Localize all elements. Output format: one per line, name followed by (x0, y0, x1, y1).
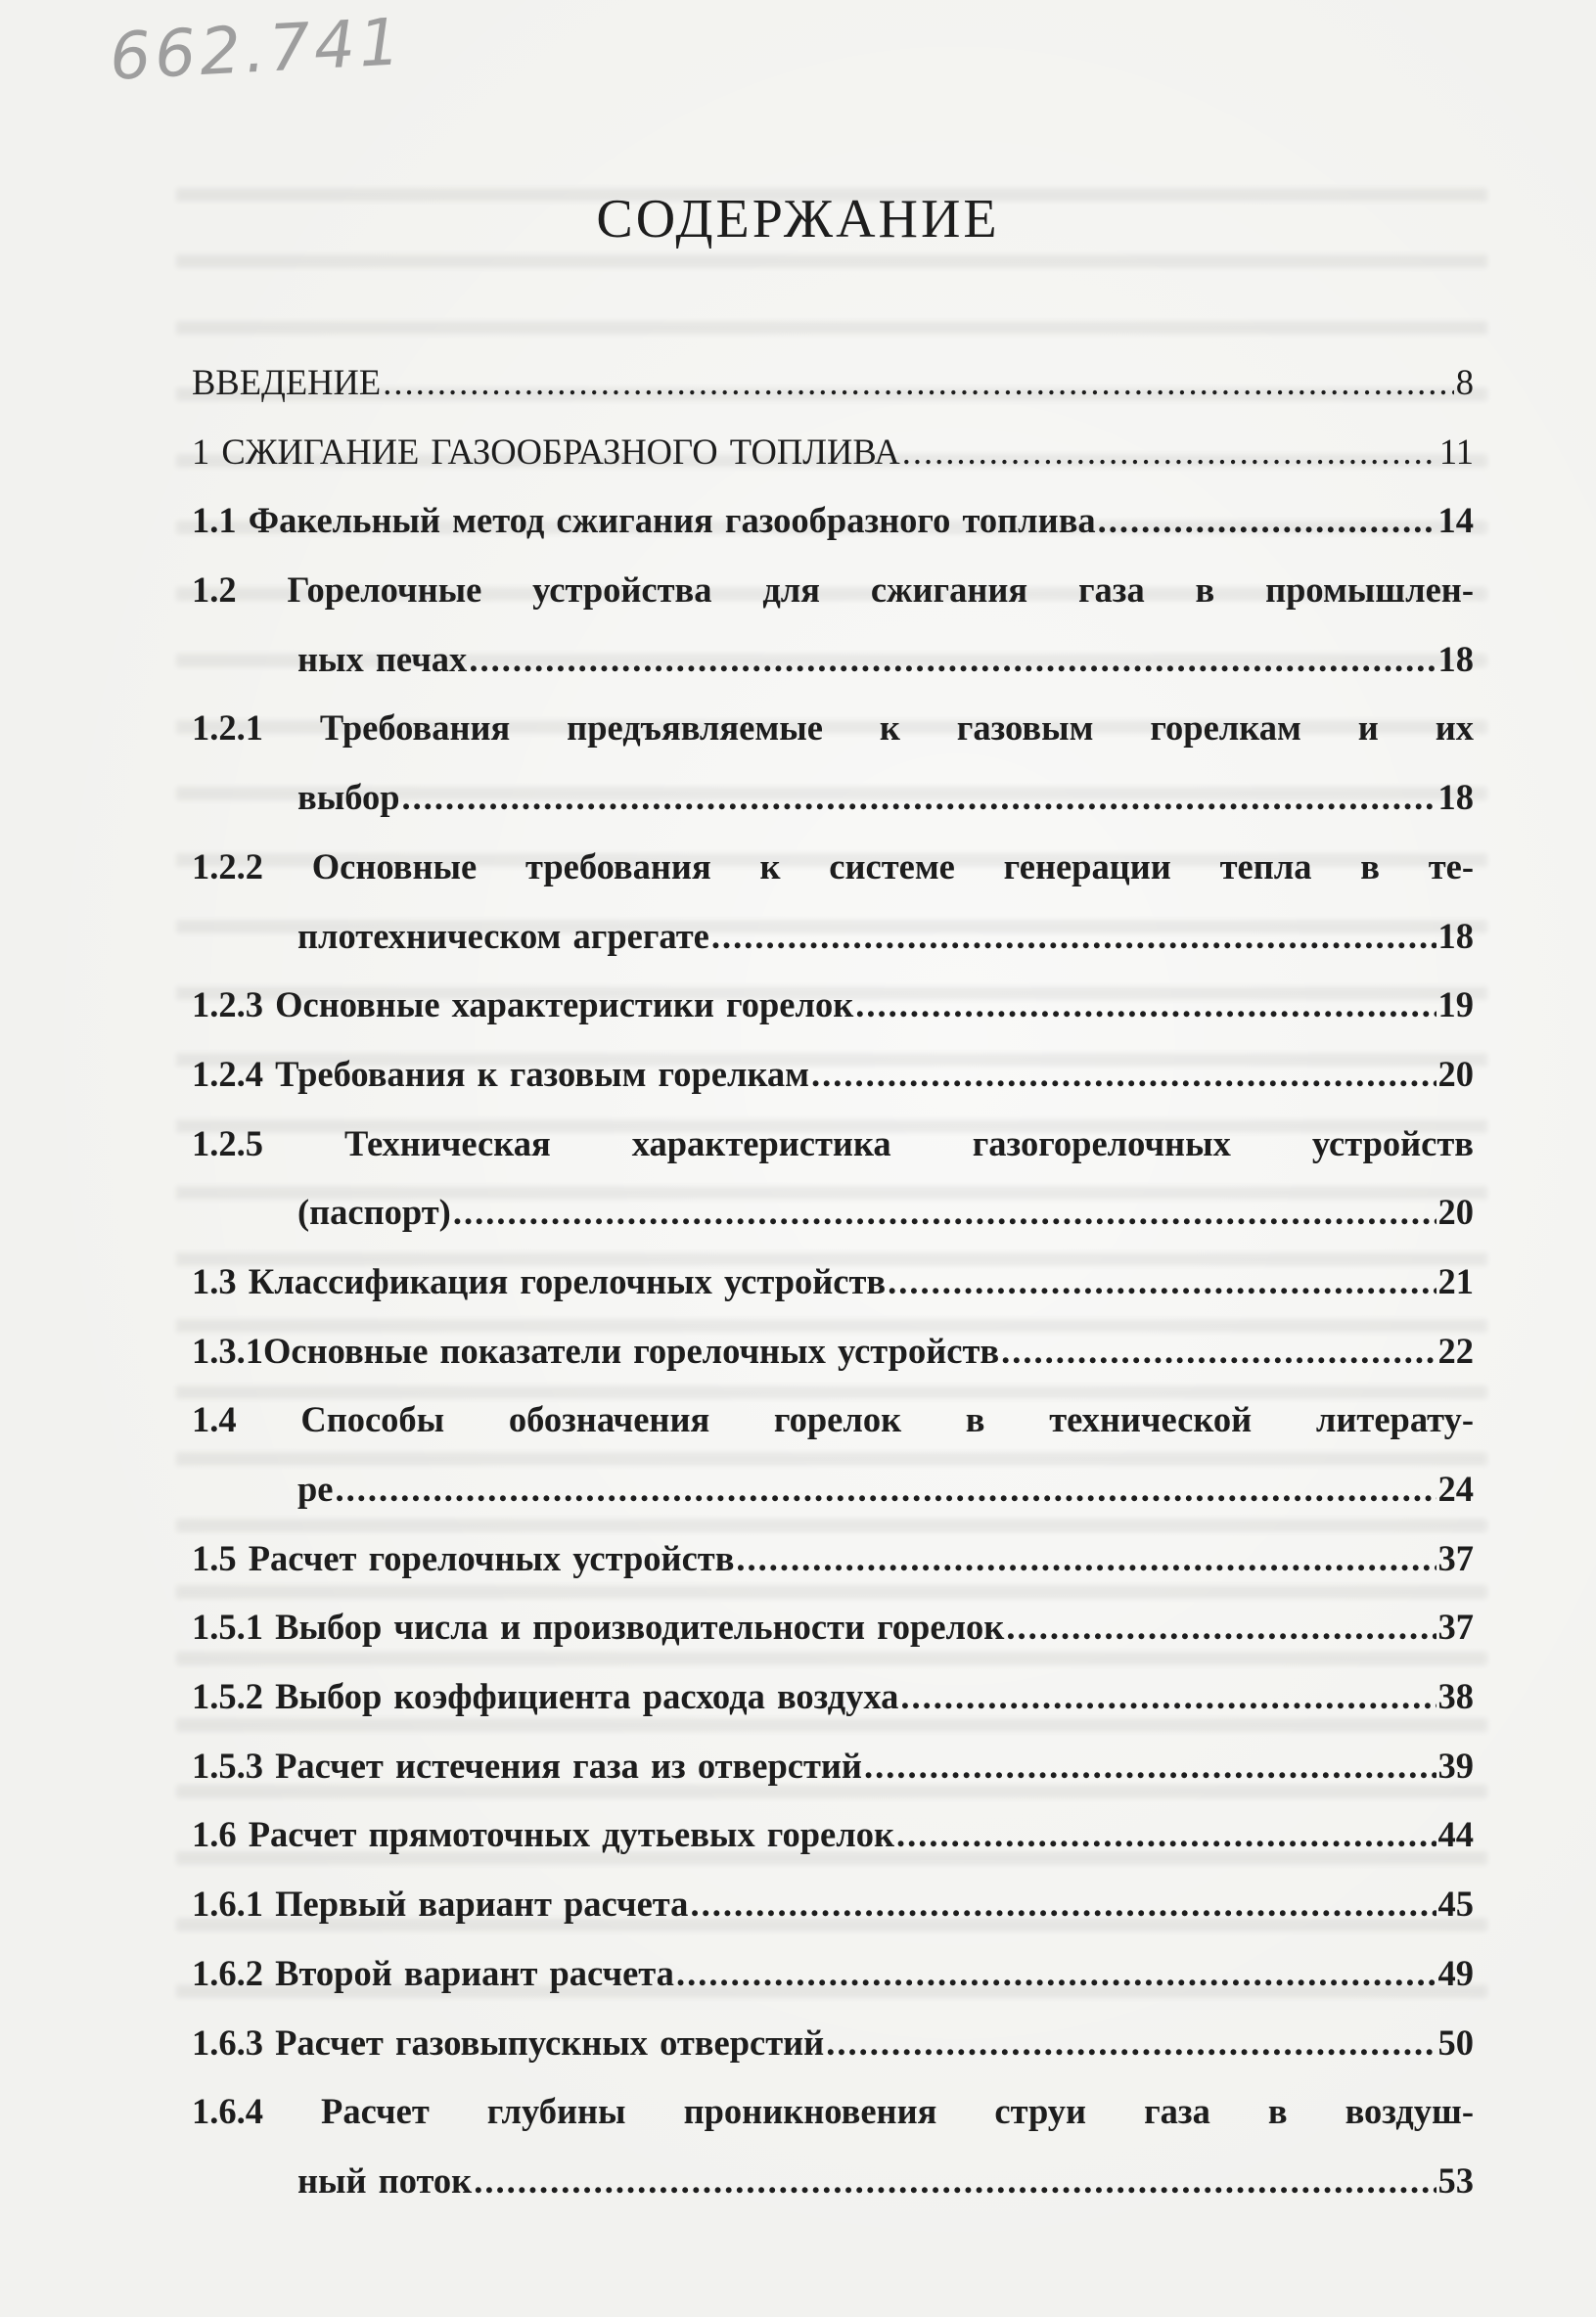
toc-page-number: 20 (1437, 1192, 1474, 1233)
toc-entry-1-2-1-continuation (192, 772, 1474, 823)
toc-entry-title: 1.6.3 Расчет газовыпускных отверстий (192, 2022, 825, 2063)
toc-page-number: 53 (1437, 2159, 1474, 2201)
handwritten-catalog-number: 662.741 (108, 4, 406, 95)
toc-entry-1-2 (192, 565, 1474, 615)
toc-entry-title: 1.2.3 Основные характеристики горелок (192, 984, 854, 1025)
toc-entry-1-1 (192, 495, 1474, 546)
toc-entry-title-continuation: (паспорт) (297, 1192, 451, 1233)
toc-entry-title: ВВЕДЕНИЕ (192, 362, 382, 402)
leader-dots (811, 1049, 1436, 1100)
toc-entry-1-2-continuation (192, 634, 1474, 685)
toc-entry-title: 1.4 Способы обозначения горелок в технической литерату- (192, 1399, 1474, 1440)
leader-dots (402, 772, 1436, 823)
toc-entry-1-6-1 (192, 1879, 1474, 1930)
leader-dots (736, 1533, 1436, 1584)
toc-entry-title: 1.5.2 Выбор коэффициента расхода воздуха (192, 1676, 899, 1717)
toc-entry-title: 1.2 Горелочные устройства для сжигания газа в промышлен- (192, 569, 1474, 611)
toc-page-number: 21 (1437, 1260, 1474, 1301)
leader-dots (1098, 495, 1436, 546)
leader-dots (453, 1187, 1436, 1238)
toc-entry-title: 1 СЖИГАНИЕ ГАЗООБРАЗНОГО ТОПЛИВА (192, 431, 900, 472)
toc-page-number: 49 (1437, 1952, 1474, 1993)
toc-page-number: 8 (1455, 362, 1474, 402)
toc-entry-title: 1.5.1 Выбор числа и производительности горелок (192, 1607, 1005, 1648)
leader-dots (864, 1741, 1436, 1792)
toc-page-number: 44 (1437, 1814, 1474, 1855)
toc-entry-introduction (192, 357, 1474, 408)
leader-dots (336, 1464, 1436, 1515)
toc-entry-title-continuation: плотехническом агрегате (297, 915, 709, 956)
toc-entry-1-5-2 (192, 1671, 1474, 1722)
toc-entry-title-continuation: ре (297, 1469, 334, 1509)
toc-entry-1-6-4-continuation (192, 2156, 1474, 2206)
toc-entry-title: 1.6.4 Расчет глубины проникновения струи газа в воздуш- (192, 2091, 1474, 2132)
toc-page-number: 20 (1437, 1053, 1474, 1094)
leader-dots (888, 1256, 1436, 1307)
toc-entry-chapter-1 (192, 427, 1474, 477)
toc-entry-title: 1.6 Расчет прямоточных дутьевых горелок (192, 1814, 894, 1855)
toc-entry-1-4-continuation (192, 1464, 1474, 1515)
toc-page-number: 24 (1437, 1469, 1474, 1509)
leader-dots (1006, 1602, 1436, 1653)
toc-entry-title: 1.2.1 Требования предъявляемые к газовым горелкам и их (192, 707, 1474, 749)
toc-entry-title: 1.2.5 Техническая характеристика газогорелочных устройств (192, 1122, 1474, 1163)
leader-dots (711, 911, 1436, 962)
toc-entry-1-6 (192, 1809, 1474, 1860)
toc-entry-1-2-4 (192, 1049, 1474, 1100)
toc-entry-1-2-3 (192, 979, 1474, 1030)
toc-entry-title: 1.2.4 Требования к газовым горелкам (192, 1053, 810, 1094)
toc-page-number: 45 (1437, 1884, 1474, 1925)
toc-page-number: 50 (1437, 2022, 1474, 2063)
toc-entry-title: 1.6.1 Первый вариант расчета (192, 1884, 689, 1925)
toc-entry-1-6-2 (192, 1948, 1474, 1999)
toc-entry-1-5-1 (192, 1602, 1474, 1653)
page-title: СОДЕРЖАНИЕ (596, 189, 1000, 250)
toc-entry-1-5 (192, 1533, 1474, 1584)
toc-entry-1-6-4 (192, 2086, 1474, 2137)
leader-dots (1001, 1326, 1436, 1377)
toc-entry-1-2-2 (192, 841, 1474, 892)
toc-entry-title-continuation: ный поток (297, 2159, 473, 2201)
toc-entry-title: 1.5 Расчет горелочных устройств (192, 1537, 735, 1578)
toc-page-number: 11 (1438, 431, 1474, 472)
toc-entry-1-5-3 (192, 1741, 1474, 1792)
toc-entry-1-2-1 (192, 703, 1474, 753)
leader-dots (855, 979, 1436, 1030)
toc-page-number: 39 (1437, 1745, 1474, 1786)
toc-entry-title-continuation: выбор (297, 777, 400, 818)
toc-page-number: 14 (1437, 500, 1474, 541)
toc-page-number: 38 (1437, 1676, 1474, 1717)
toc-entry-1-3-1 (192, 1326, 1474, 1377)
toc-entry-1-3 (192, 1256, 1474, 1307)
toc-entry-1-6-3 (192, 2018, 1474, 2068)
toc-entry-title: 1.3.1Основные показатели горелочных устройств (192, 1330, 1000, 1371)
toc-page-number: 37 (1437, 1537, 1474, 1578)
toc-page-number: 18 (1437, 638, 1474, 679)
leader-dots (896, 1809, 1436, 1860)
toc-entry-title: 1.2.2 Основные требования к системе генерации тепла в те- (192, 845, 1474, 886)
toc-page-number: 19 (1437, 984, 1474, 1025)
toc-entry-title: 1.6.2 Второй вариант расчета (192, 1952, 674, 1993)
leader-dots (676, 1948, 1436, 1999)
toc-entry-1-2-5 (192, 1118, 1474, 1169)
toc-entry-title: 1.3 Классификация горелочных устройств (192, 1260, 887, 1301)
leader-dots (900, 1671, 1436, 1722)
toc-page-number: 18 (1437, 915, 1474, 956)
toc-entry-title: 1.5.3 Расчет истечения газа из отверстий (192, 1745, 862, 1786)
leader-dots (469, 634, 1436, 685)
leader-dots (474, 2156, 1436, 2206)
toc-entry-1-4 (192, 1394, 1474, 1445)
table-of-contents (192, 357, 1474, 2225)
toc-entry-1-2-5-continuation (192, 1187, 1474, 1238)
toc-entry-1-2-2-continuation (192, 911, 1474, 962)
leader-dots (902, 427, 1437, 477)
toc-page-number: 37 (1437, 1607, 1474, 1648)
leader-dots (826, 2018, 1436, 2068)
toc-entry-title: 1.1 Факельный метод сжигания газообразного топлива (192, 500, 1096, 541)
toc-page-number: 22 (1437, 1330, 1474, 1371)
toc-entry-title-continuation: ных печах (297, 638, 468, 679)
toc-page-number: 18 (1437, 777, 1474, 818)
leader-dots (383, 357, 1454, 408)
leader-dots (690, 1879, 1436, 1930)
